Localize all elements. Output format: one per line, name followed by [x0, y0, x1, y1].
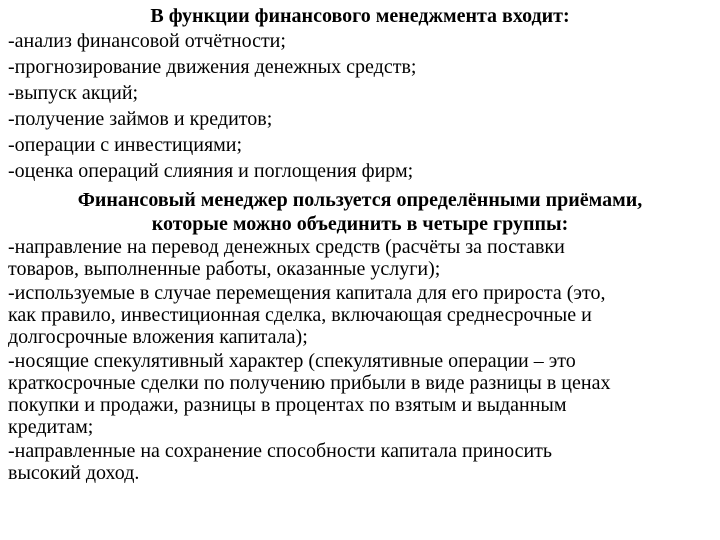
heading-techniques [8, 188, 712, 236]
heading-functions: В функции финансового менеджмента входит: [150, 5, 570, 27]
group-line: -используемые в случае перемещения капитала для его прироста (это, [8, 282, 606, 304]
group-item-capital [8, 282, 712, 348]
group-line: кредитам; [8, 416, 94, 438]
group-line: долгосрочные вложения капитала); [8, 326, 308, 348]
group-item-transfers [8, 236, 712, 280]
group-line: как правило, инвестиционная сделка, включающая среднесрочные и [8, 304, 592, 326]
group-line: краткосрочные сделки по получению прибыли в виде разницы в ценах [8, 372, 611, 394]
list-item: -анализ финансовой отчётности; [8, 30, 286, 52]
list-item: -получение займов и кредитов; [8, 108, 273, 130]
list-item: -прогнозирование движения денежных средств; [8, 56, 417, 78]
list-item: -выпуск акций; [8, 82, 139, 104]
groups-list [8, 236, 712, 484]
group-item-preservation [8, 440, 712, 484]
functions-list [8, 28, 712, 184]
group-item-speculative [8, 350, 712, 438]
list-item: -оценка операций слияния и поглощения фирм; [8, 160, 414, 182]
heading-techniques-line2: которые можно объединить в четыре группы: [151, 213, 569, 235]
group-line: -носящие спекулятивный характер (спекулятивные операции – это [8, 350, 576, 372]
heading-techniques-line1: Финансовый менеджер пользуется определёнными приёмами, [77, 189, 643, 211]
group-line: -направление на перевод денежных средств (расчёты за поставки [8, 236, 565, 258]
group-line: покупки и продажи, разницы в процентах по взятым и выданным [8, 394, 567, 416]
group-line: высокий доход. [8, 462, 140, 484]
group-line: -направленные на сохранение способности капитала приносить [8, 440, 553, 462]
list-item: -операции с инвестициями; [8, 134, 243, 156]
group-line: товаров, выполненные работы, оказанные услуги); [8, 258, 441, 280]
